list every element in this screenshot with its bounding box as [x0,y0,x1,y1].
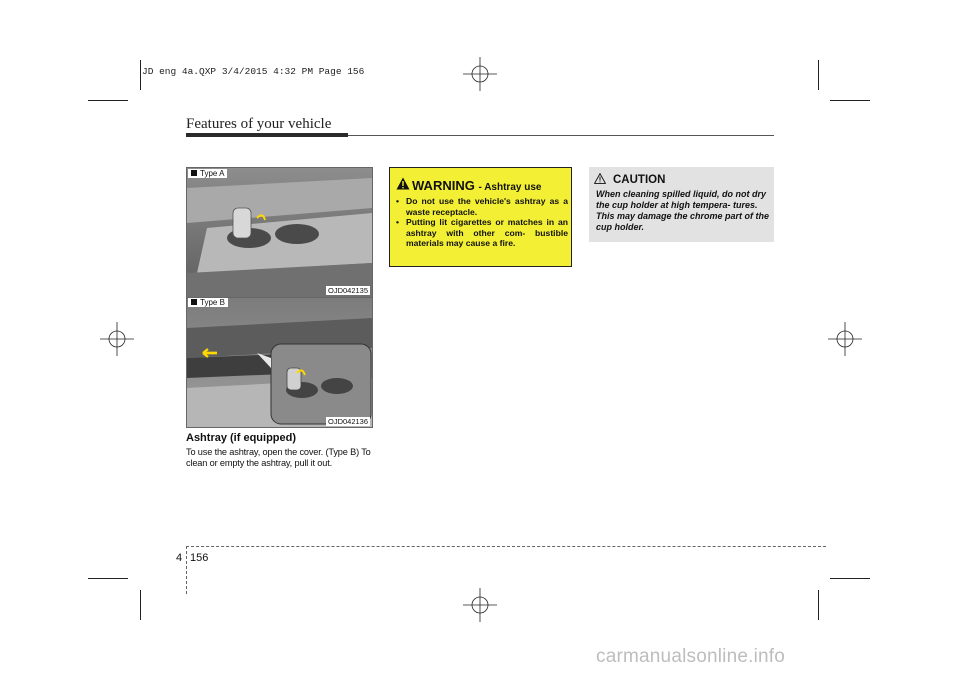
chapter-number: 4 [176,552,183,564]
caution-title: CAUTION [613,174,666,186]
figure-code: OJD042136 [328,417,369,426]
figure-type-a [186,167,373,298]
header-rule [348,135,774,136]
warning-item: • Putting lit cigarettes or matches in an ashtray with other com- bustible materials may cause a fire. [396,217,568,249]
warning-title [412,178,541,193]
crosshair-registration-icon [828,322,862,356]
warning-box [389,167,572,267]
crop-mark [88,578,128,579]
crop-mark [140,60,141,90]
ashtray-illustration [187,298,372,427]
footer-rule [186,546,826,547]
warning-item: • Do not use the vehicle's ashtray as a waste receptacle. [396,196,568,217]
crop-mark [140,590,141,620]
page-number: 156 [190,552,209,564]
square-bullet-icon [191,170,197,176]
crosshair-registration-icon [463,588,497,622]
warning-subtitle: - Ashtray use [478,182,542,193]
figure-code: OJD042135 [328,286,369,295]
watermark: carmanualsonline.info [596,646,786,667]
warning-list [396,196,568,249]
warning-title-text: WARNING [412,178,475,193]
page-header-title: Features of your vehicle [186,116,332,132]
section-heading: Ashtray (if equipped) [186,432,297,444]
section-body: To use the ashtray, open the cover. (Type B) To clean or empty the ashtray, pull it out. [186,447,371,468]
square-bullet-icon [191,299,197,305]
figure-type-b [186,297,373,428]
caution-text: When cleaning spilled liquid, do not dry the cup holder at high tempera- tures. This may damage the chrome part of the cup holder. [596,189,770,232]
crosshair-registration-icon [100,322,134,356]
crop-mark [830,100,870,101]
crosshair-registration-icon [463,57,497,91]
footer-rule [186,546,187,594]
warning-triangle-icon [396,177,410,190]
cup-holder-illustration [187,168,372,297]
crop-mark [818,590,819,620]
caution-triangle-icon [594,173,606,184]
figure-label [188,169,227,178]
crop-mark [88,100,128,101]
figure-label [188,298,228,307]
header-rule [186,133,348,137]
crop-mark [830,578,870,579]
figure-type-text: Type B [200,298,225,307]
figure-type-text: Type A [200,169,225,178]
caution-box [589,167,774,242]
crop-mark [818,60,819,90]
print-slug: JD eng 4a.QXP 3/4/2015 4:32 PM Page 156 [142,66,365,77]
